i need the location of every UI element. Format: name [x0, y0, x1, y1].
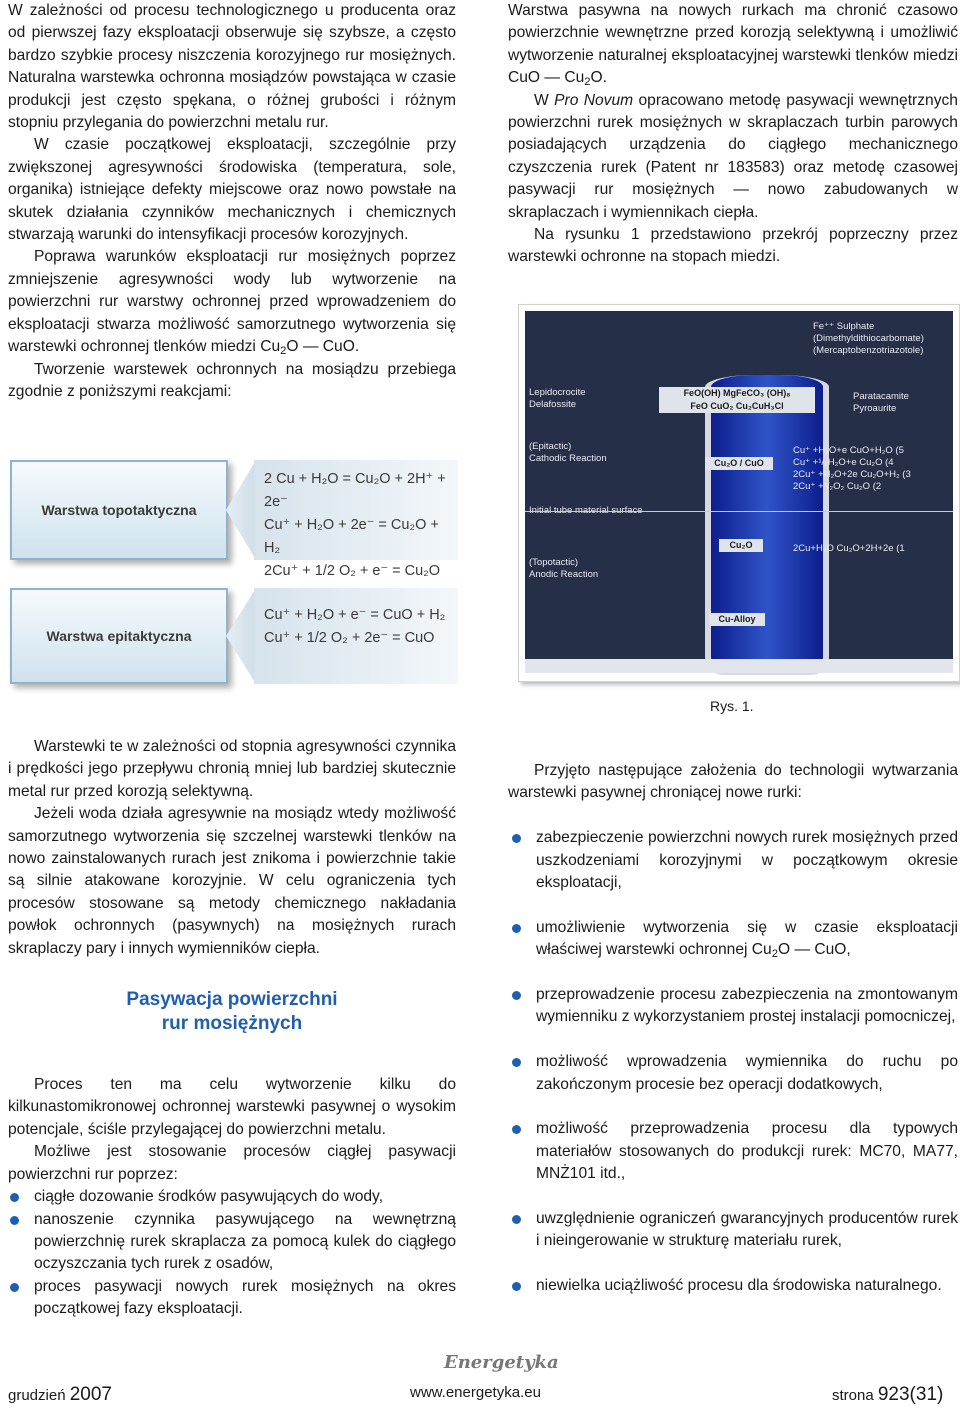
section-heading: Pasywacja powierzchni rur mosiężnych: [126, 989, 338, 1035]
figure-label: (Epitactic): [529, 441, 572, 452]
bullet-icon: [10, 1193, 19, 1202]
equation: Cu⁺ + 1/2 O₂ + 2e⁻ = CuO: [264, 630, 435, 646]
tube-cross-section: [705, 375, 829, 675]
figure-label: Anodic Reaction: [529, 569, 599, 580]
figure-label: Delafossite: [529, 399, 576, 410]
left-bottom-column: [8, 736, 456, 1321]
paragraph: W czasie początkowej eksploatacji, szczególnie przy zwiększonej agresywności środowiska (temperatura, sole, organika) istniejące defekty miejscowe oraz nowo powstałe na skutek działania czynników mechanicznych i chemicznych stwarzają warunki do intensyfikacji procesów korozyjnych.: [8, 136, 456, 244]
arrow-icon: [226, 588, 256, 684]
alloy-box: Cu-Alloy: [709, 613, 765, 626]
epitactic-reaction-diagram: [10, 588, 458, 684]
base-plate: [525, 659, 953, 673]
list-item: umożliwienie wytworzenia się w czasie eksploatacji właściwej warstewki ochronnej $Cu_2O$ — CuO,: [508, 917, 958, 962]
paragraph: Warstwa pasywna na nowych rurkach ma chronić czasowo powierzchnie wewnętrzne przed korozją selektywną i umożliwić wytworzenie naturalnej eksploatacyjnej warstewki tlenków miedzi CuO — $Cu_2O$.: [508, 2, 958, 89]
oxide-box: Cu₂O: [719, 539, 763, 552]
figure-reaction: Cu⁺ +¹/₂H₂O+e Cu₂O (4: [793, 457, 894, 468]
list-item: niewielka uciążliwość procesu dla środowiska naturalnego.: [508, 1275, 958, 1297]
figure-label: Cathodic Reaction: [529, 453, 607, 464]
figure-label: (Dimethyldithiocarbomate): [813, 333, 924, 344]
paragraph: Proces ten ma celu wytworzenie kilku do kilkunastomikronowej ochronnej warstewki pasywnej o wysokim potencjale, ściśle przylegającej do powierzchni metalu.: [8, 1076, 456, 1138]
figure-label: Lepidocrocite: [529, 387, 586, 398]
figure-reaction: 2Cu+H₂O Cu₂O+2H+2e (1: [793, 543, 905, 554]
figure-reaction: Cu⁺ +H₂O+e CuO+H₂O (5: [793, 445, 904, 456]
oxide-box: Cu₂O / CuO: [705, 457, 773, 470]
arrow-icon: [226, 460, 256, 560]
figure-label: Fe⁺⁺ Sulphate: [813, 321, 875, 332]
left-top-column: [8, 0, 456, 403]
list-item: uwzględnienie ograniczeń gwarancyjnych producentów rurek i nieingerowanie w strukturę materiału rurek,: [508, 1208, 958, 1253]
paragraph: Przyjęto następujące założenia do technologii wytwarzania warstewki pasywnej chroniącej nowe rurki:: [508, 762, 958, 802]
list-item: proces pasywacji nowych rurek mosiężnych na okres początkowej fazy eksploatacji.: [8, 1276, 456, 1321]
energetyka-logo: Energetyka: [444, 1352, 559, 1373]
paragraph: Tworzenie warstewek ochronnych na mosiądzu przebiega zgodnie z poniższymi reakcjami:: [8, 360, 456, 400]
paragraph: W zależności od procesu technologicznego u producenta oraz od pierwszej fazy eksploatacji obserwuje się szybsze, a często bardzo szybkie procesy niszczenia korozyjnego rur mosiężnych. Naturalna warstewka ochronna mosiądzów powstająca w czasie produkcji jest często spękana, o różnej grubości i różnym stopniu przylegania do powierzchni metalu rur.: [8, 2, 456, 132]
figure-reaction: 2Cu⁺ +¹/₂O₂ Cu₂O (2: [793, 481, 882, 492]
list-item: zabezpieczenie powierzchni nowych rurek mosiężnych przed uszkodzeniami korozyjnymi w początkowym okresie eksploatacji,: [508, 827, 958, 894]
list-item: możliwość wprowadzenia wymiennika do ruchu po zakończonym procesie bez operacji dodatkowych,: [508, 1051, 958, 1096]
equation: Cu⁺ + H₂O + 2e⁻ = Cu₂O + H₂: [264, 517, 439, 556]
equation: 2 Cu + H₂O = Cu₂O + 2H⁺ + 2e⁻: [264, 471, 446, 510]
paragraph: Poprawa warunków eksploatacji rur mosiężnych poprzez zmniejszenie agresywności wody lub wytworzenie na powierzchni rur warstwy ochronnej przed wprowadzeniem do eksploatacji stwarza możliwość samorzutnego wytworzenia się warstewki ochronnej tlenków miedzi $Cu_2O$ — CuO.: [8, 248, 456, 357]
epitactic-label: Warstwa epitaktyczna: [10, 588, 228, 684]
paragraph: Możliwe jest stosowanie procesów ciągłej pasywacji powierzchni rur poprzez:: [8, 1143, 456, 1183]
reaction-equations: [254, 460, 458, 579]
bullet-icon: [512, 1215, 521, 1224]
right-top-column: [508, 0, 958, 269]
list-item: możliwość przeprowadzenia procesu dla typowych materiałów stosowanych do produkcji rurek: MC70, MA77, MNŻ101 itd.,: [508, 1118, 958, 1185]
paragraph: W Pro Novum opracowano metodę pasywacji wewnętrznych powierzchni rurek mosiężnych w skraplaczach turbin parowych posiadających urządzenia do ciągłego mechanicznego czyszczenia rurek (Patent nr 183583) oraz metodę czasowej pasywacji rur mosiężnych — nowo zabudowanych w skraplaczach i wymiennikach ciepła.: [508, 91, 958, 221]
figure-label: (Mercaptobenzotriazotole): [813, 345, 924, 356]
paragraph: Na rysunku 1 przedstawiono przekrój poprzeczny przez warstewki ochronne na stopach miedzi.: [508, 226, 958, 266]
figure-background: [525, 311, 953, 673]
topotactic-reaction-diagram: [10, 460, 458, 579]
bullet-icon: [10, 1283, 19, 1292]
footer-url[interactable]: www.energetyka.eu: [410, 1384, 541, 1401]
figure-caption: Rys. 1.: [710, 698, 754, 714]
assumptions-list: [508, 827, 958, 1297]
topotactic-label: Warstwa topotaktyczna: [10, 460, 228, 560]
equation: 2Cu⁺ + 1/2 O₂ + e⁻ = Cu₂O: [264, 563, 441, 579]
surface-line: [525, 511, 953, 512]
footer-page-number: strona 923(31): [832, 1384, 944, 1405]
bullet-list: [8, 1186, 456, 1320]
figure-label: Paratacamite: [853, 391, 909, 402]
equation: Cu⁺ + H₂O + e⁻ = CuO + H₂: [264, 607, 446, 623]
cross-section-figure: [518, 304, 960, 682]
figure-reaction: 2Cu⁺ +H₂O+2e Cu₂O+H₂ (3: [793, 469, 911, 480]
right-bottom-column: [508, 760, 958, 1320]
list-item: nanoszenie czynnika pasywującego na wewnętrzną powierzchnię rurek skraplacza za pomocą kulek do ciągłego oczyszczania tych rurek z osadów,: [8, 1209, 456, 1276]
list-item: przeprowadzenie procesu zabezpieczenia na zmontowanym wymienniku z wykorzystaniem prostej instalacji pomocniczej,: [508, 984, 958, 1029]
figure-label: (Topotactic): [529, 557, 579, 568]
bullet-icon: [512, 991, 521, 1000]
paragraph: Warstewki te w zależności od stopnia agresywności czynnika i prędkości jego przepływu chronią mniej lub bardziej skutecznie metal rur przed korozją selektywną.: [8, 738, 456, 800]
bullet-icon: [512, 834, 521, 843]
figure-label: Pyroaurite: [853, 403, 897, 414]
bullet-icon: [10, 1216, 19, 1225]
bullet-icon: [512, 1058, 521, 1067]
bullet-icon: [512, 924, 521, 933]
list-item: ciągłe dozowanie środków pasywujących do wody,: [8, 1186, 456, 1208]
deposit-box: FeO(OH) MgFeCO₃ (OH)₈ FeO CuO₂ Cu₂CuH₃Cl: [659, 387, 815, 413]
bullet-icon: [512, 1282, 521, 1291]
reaction-equations: [254, 588, 458, 684]
paragraph: Jeżeli woda działa agresywnie na mosiądz wtedy możliwość samorzutnego wytworzenia się szczelnej warstewki tlenków na nowo zainstalowanych rurach jest znikoma i powierzchnie takie są silnie atakowane korozyjnie. W celu ograniczenia tych procesów stosowane są metody chemicznego nakładania powłok ochronnych (pasywnych) na mosiężnych rurach skraplaczy pary i innych wymienników ciepła.: [8, 805, 456, 957]
bullet-icon: [512, 1125, 521, 1134]
footer-date: grudzień 2007: [8, 1384, 112, 1405]
